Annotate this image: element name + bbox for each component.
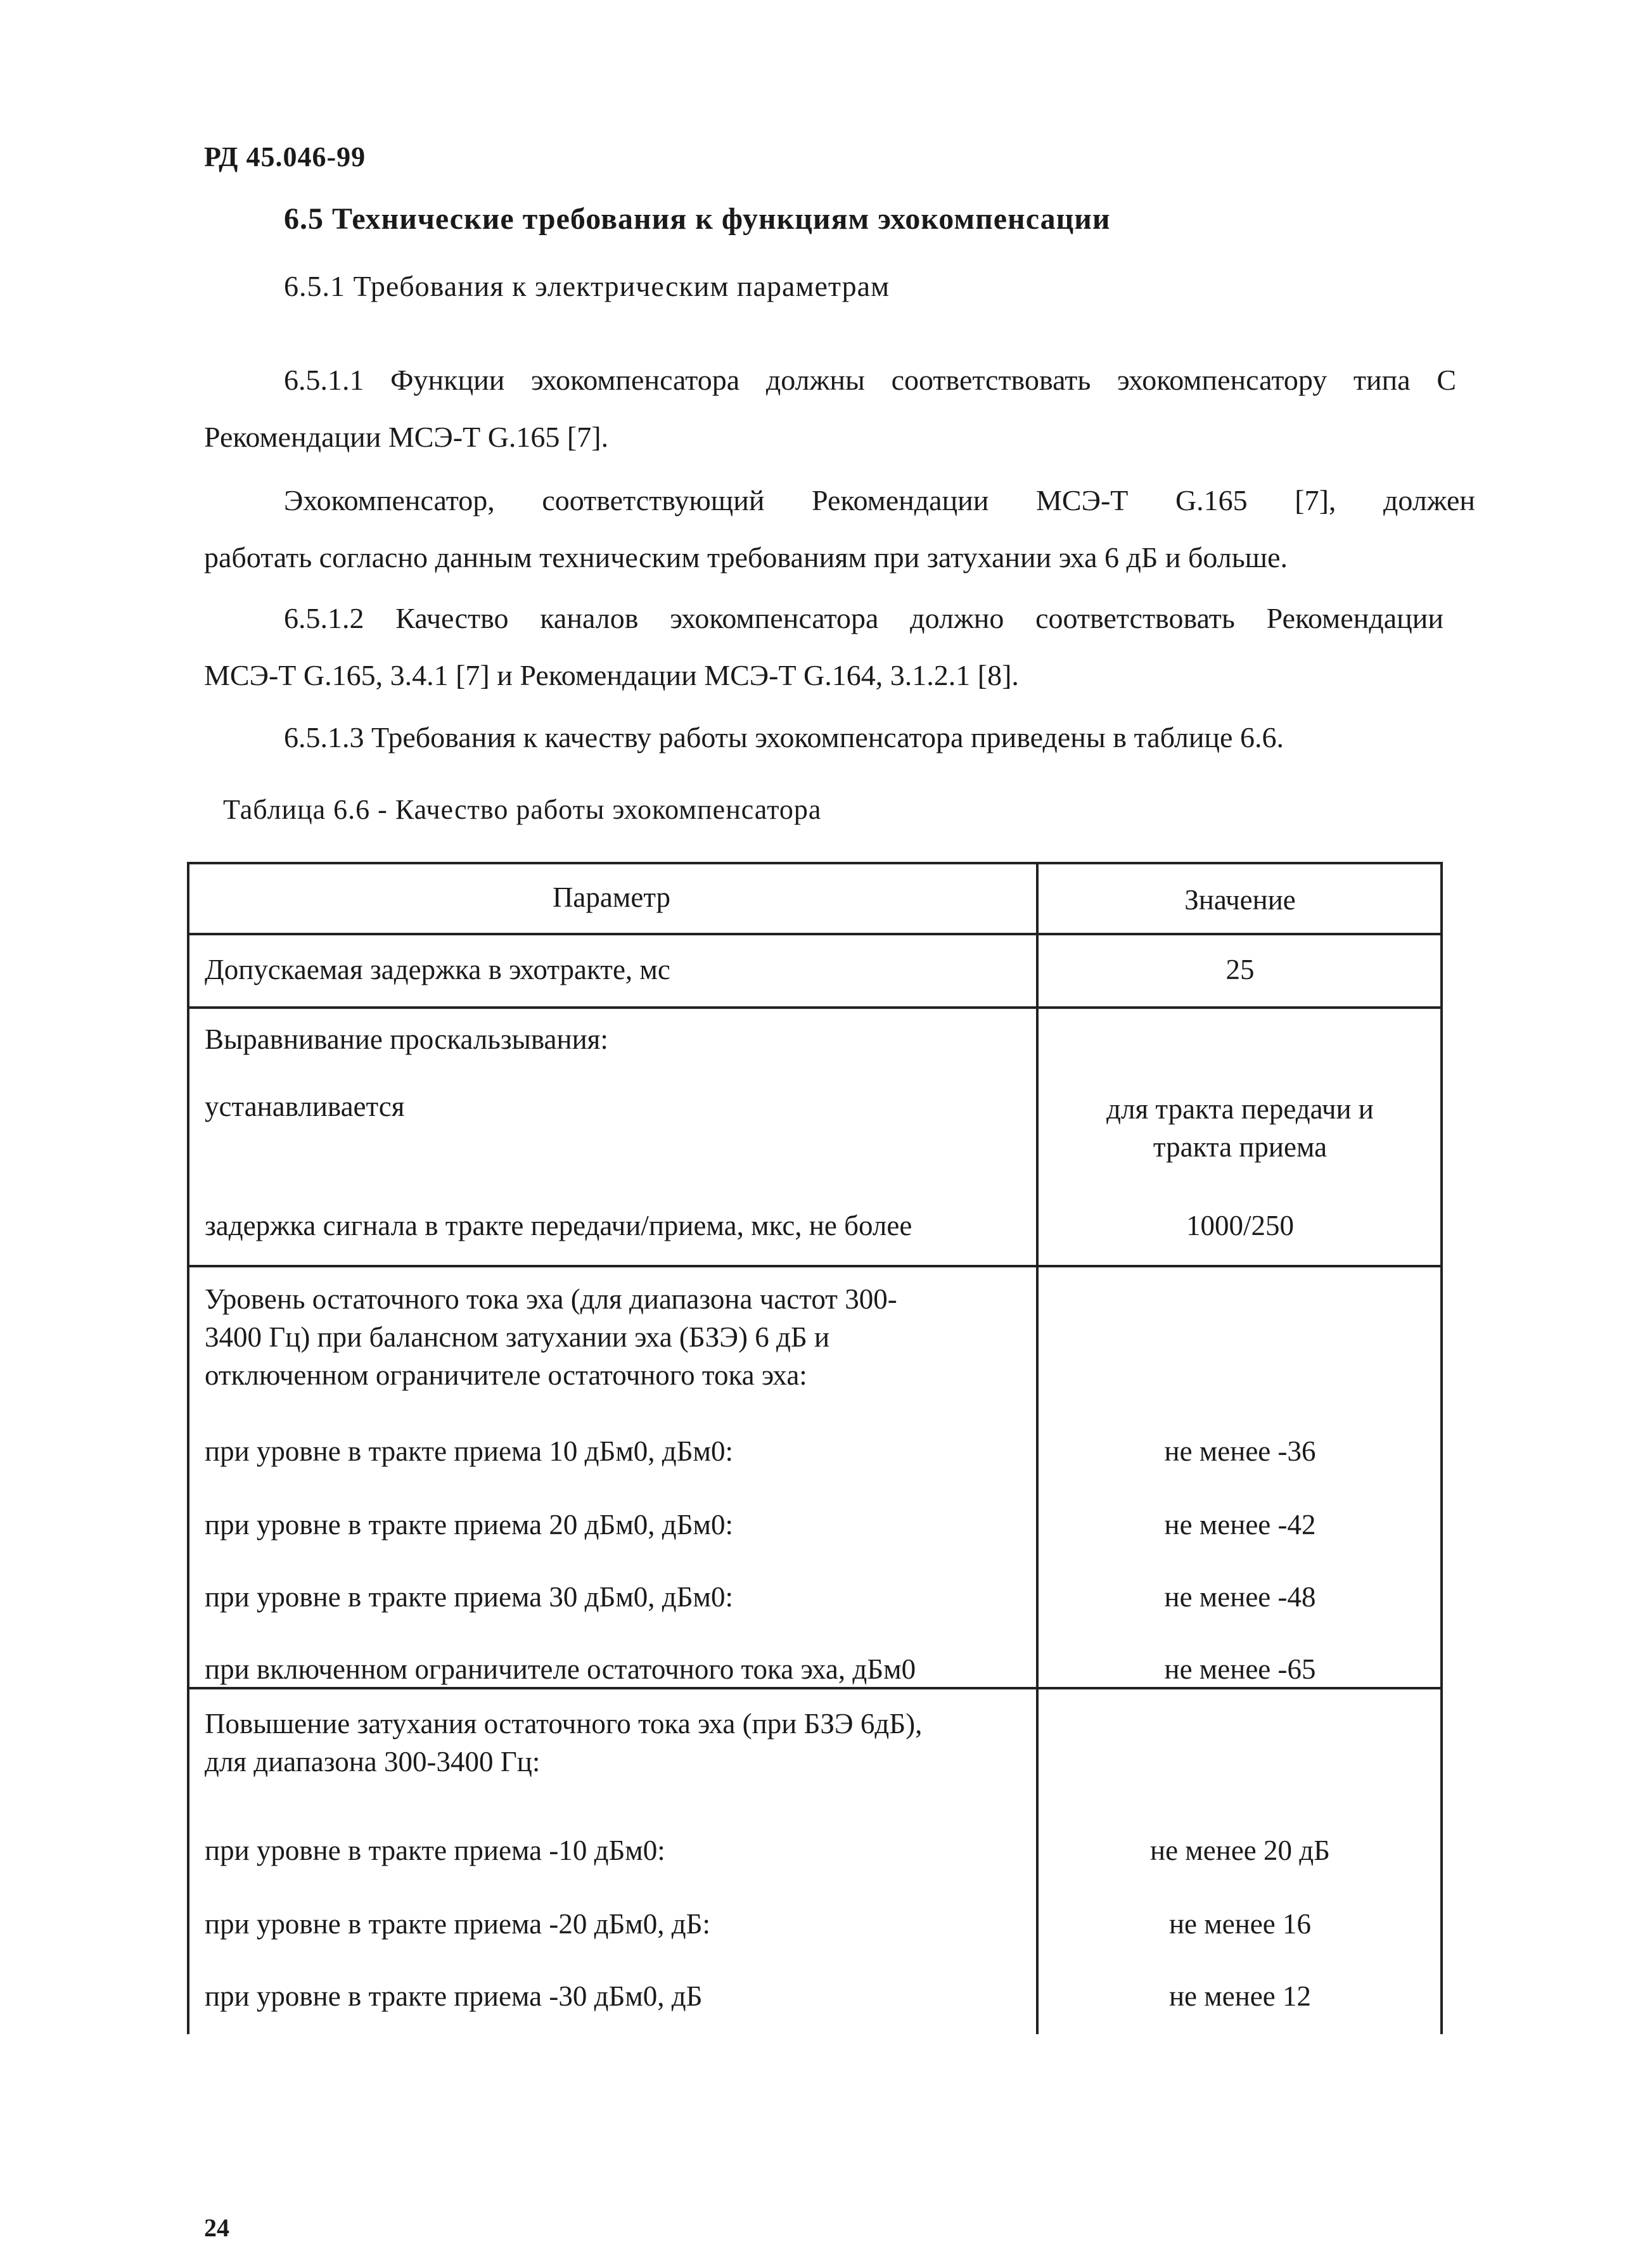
table-cell-param: при уровне в тракте приема -20 дБм0, дБ: bbox=[205, 1908, 711, 1940]
table-cell-param: для диапазона 300-3400 Гц: bbox=[205, 1746, 541, 1778]
table-row-divider bbox=[187, 1265, 1443, 1267]
table-cell-value: не менее -36 bbox=[1164, 1435, 1316, 1467]
table-cell-param: отключенном ограничителе остаточного тока эха: bbox=[205, 1359, 807, 1391]
column-header-param: Параметр bbox=[552, 881, 671, 913]
table-cell-value: не менее -65 bbox=[1164, 1653, 1316, 1685]
document-code: РД 45.046-99 bbox=[204, 141, 366, 172]
table-cell-value: 25 bbox=[1225, 954, 1255, 985]
table-cell-param: при включенном ограничителе остаточного тока эха, дБм0 bbox=[205, 1653, 916, 1685]
paragraph-6512-line2: МСЭ-Т G.165, 3.4.1 [7] и Рекомендации МСЭ-Т G.164, 3.1.2.1 [8]. bbox=[204, 659, 1019, 691]
table-cell-param: Выравнивание проскальзывания: bbox=[205, 1023, 608, 1055]
table-cell-value: не менее 12 bbox=[1168, 1980, 1312, 2012]
paragraph-echo-line2: работать согласно данным техническим требованиям при затухании эха 6 дБ и больше. bbox=[204, 541, 1288, 573]
table-cell-param: при уровне в тракте приема 20 дБм0, дБм0: bbox=[205, 1509, 734, 1541]
table-cell-param: Повышение затухания остаточного тока эха (при БЗЭ 6дБ), bbox=[205, 1708, 923, 1739]
table-border-left bbox=[187, 862, 189, 2034]
table-cell-param: задержка сигнала в тракте передачи/приема, мкс, не более bbox=[205, 1210, 912, 1241]
table-header-divider bbox=[187, 933, 1443, 935]
column-header-value: Значение bbox=[1184, 884, 1296, 916]
table-cell-param: при уровне в тракте приема 30 дБм0, дБм0: bbox=[205, 1581, 734, 1613]
table-cell-param: при уровне в тракте приема 10 дБм0, дБм0: bbox=[205, 1435, 734, 1467]
table-cell-param: 3400 Гц) при балансном затухании эха (БЗЭ) 6 дБ и bbox=[205, 1321, 830, 1353]
table-cell-value: для тракта передачи и bbox=[1106, 1093, 1374, 1125]
paragraph-6513: 6.5.1.3 Требования к качеству работы эхокомпенсатора приведены в таблице 6.6. bbox=[284, 721, 1284, 753]
subsection-title: 6.5.1 Требования к электрическим параметрам bbox=[284, 270, 890, 302]
section-title: 6.5 Технические требования к функциям эхокомпенсации bbox=[284, 202, 1111, 236]
table-cell-param: Допускаемая задержка в эхотракте, мс bbox=[205, 954, 670, 985]
table-cell-param: при уровне в тракте приема -10 дБм0: bbox=[205, 1835, 665, 1866]
paragraph-6511-line1: 6.5.1.1 Функции эхокомпенсатора должны соответствовать эхокомпенсатору типа С bbox=[284, 364, 1456, 396]
table-cell-value: не менее -48 bbox=[1164, 1581, 1316, 1613]
table-row-divider bbox=[187, 1006, 1443, 1009]
table-cell-value: тракта приема bbox=[1153, 1131, 1328, 1163]
quality-table bbox=[187, 862, 1454, 2034]
table-cell-value: не менее 20 дБ bbox=[1149, 1835, 1331, 1866]
paragraph-6511-line2: Рекомендации МСЭ-Т G.165 [7]. bbox=[204, 421, 609, 453]
table-cell-param: при уровне в тракте приема -30 дБм0, дБ bbox=[205, 1980, 703, 2012]
table-cell-param: Уровень остаточного тока эха (для диапазона частот 300- bbox=[205, 1283, 897, 1315]
table-cell-param: устанавливается bbox=[205, 1091, 405, 1122]
table-cell-value: не менее -42 bbox=[1164, 1509, 1316, 1541]
table-caption: Таблица 6.6 - Качество работы эхокомпенсатора bbox=[223, 794, 822, 825]
table-border-top bbox=[187, 862, 1443, 864]
page-number: 24 bbox=[204, 2214, 229, 2242]
table-cell-value: 1000/250 bbox=[1186, 1210, 1294, 1241]
paragraph-6512-line1: 6.5.1.2 Качество каналов эхокомпенсатора должно соответствовать Рекомендации bbox=[284, 602, 1443, 634]
paragraph-echo-line1: Эхокомпенсатор, соответствующий Рекомендации МСЭ-Т G.165 [7], должен bbox=[284, 484, 1475, 516]
table-cell-value: не менее 16 bbox=[1168, 1908, 1312, 1940]
